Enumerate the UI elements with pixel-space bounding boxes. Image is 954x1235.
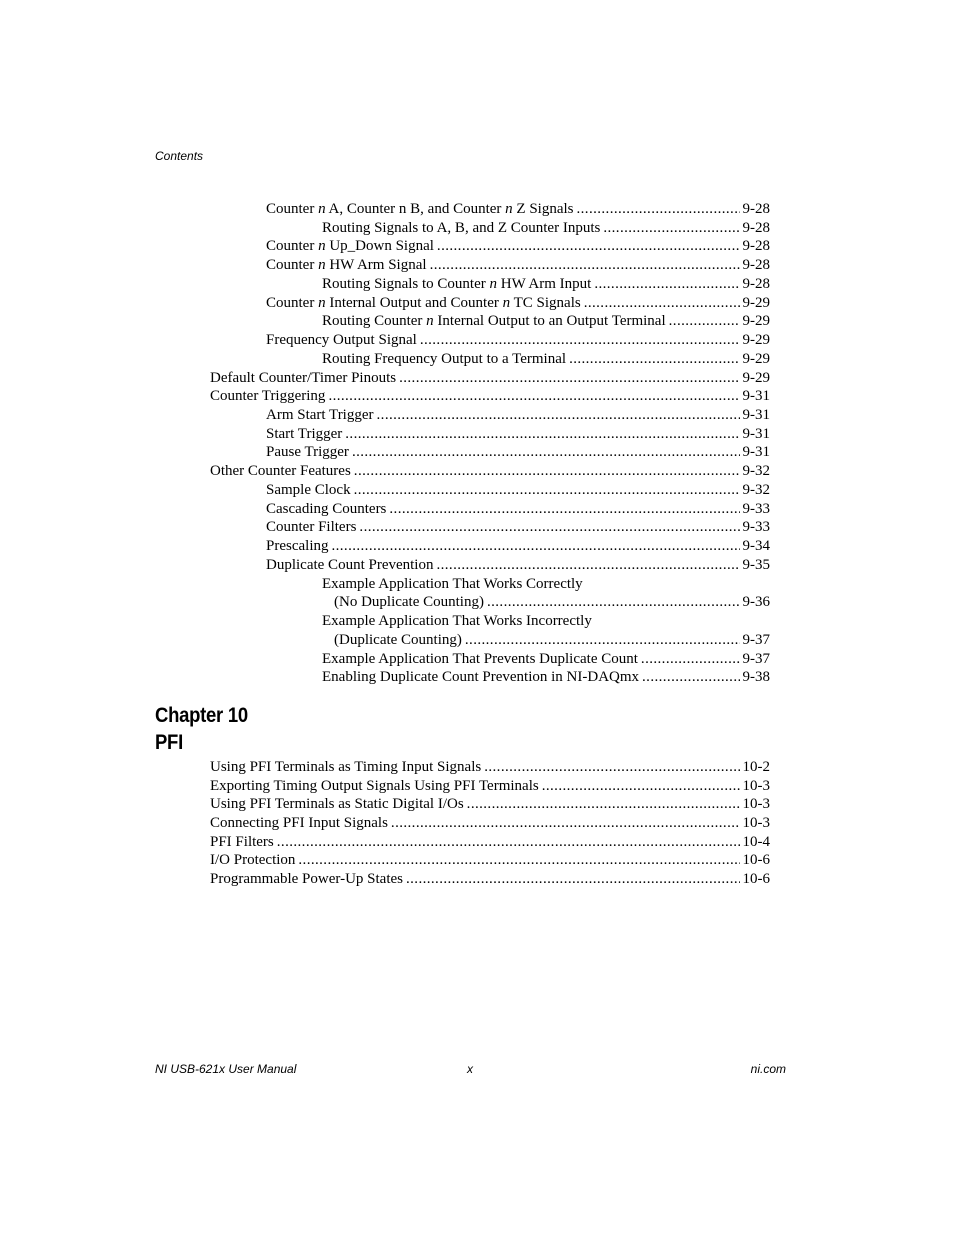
dot-leader [298, 851, 739, 870]
toc-entry-page: 10-6 [742, 852, 770, 869]
dot-leader [569, 350, 739, 369]
toc-entry[interactable] [266, 556, 770, 575]
toc-entry[interactable] [322, 612, 592, 631]
footer-website: ni.com [750, 1062, 786, 1076]
toc-entry[interactable] [210, 777, 770, 796]
toc-entry[interactable] [322, 275, 770, 294]
toc-entry-page: 9-33 [742, 500, 770, 517]
toc-entry-title: (No Duplicate Counting) [334, 594, 484, 611]
dot-leader [377, 406, 740, 425]
toc-entry[interactable] [322, 650, 770, 669]
toc-entry-title: Counter n HW Arm Signal [266, 257, 427, 274]
toc-entry-title: Default Counter/Timer Pinouts [210, 369, 397, 386]
toc-entry[interactable] [266, 406, 770, 425]
dot-leader [430, 256, 740, 275]
toc-entry[interactable] [210, 814, 770, 833]
toc-entry-page: 9-38 [742, 669, 770, 686]
toc-entry-title: Duplicate Count Prevention [266, 556, 434, 573]
toc-entry-page: 9-31 [742, 444, 770, 461]
toc-entry-title: Arm Start Trigger [266, 407, 374, 424]
toc-entry-page: 9-29 [742, 350, 770, 367]
dot-leader [331, 537, 739, 556]
toc-entry-title: Counter n A, Counter n B, and Counter n Z Signals [266, 201, 574, 217]
dot-leader [420, 331, 740, 350]
toc-entry-title: Frequency Output Signal [266, 332, 417, 349]
toc-entry-title: Pause Trigger [266, 444, 349, 461]
dot-leader [487, 593, 740, 612]
toc-entry[interactable] [266, 481, 770, 500]
toc-entry-title: Routing Signals to A, B, and Z Counter Inputs [322, 219, 601, 236]
dot-leader [354, 462, 740, 481]
toc-entry-title: Connecting PFI Input Signals [210, 814, 388, 831]
toc-entry-page: 9-32 [742, 463, 770, 480]
toc-entry[interactable] [266, 425, 770, 444]
toc-entry-title: Counter n Internal Output and Counter n TC Signals [266, 294, 581, 311]
toc-entry-title: Programmable Power-Up States [210, 870, 403, 887]
toc-entry[interactable] [266, 200, 770, 219]
toc-entry-page: 9-35 [742, 556, 770, 573]
dot-leader [391, 814, 740, 833]
toc-entry[interactable] [334, 631, 770, 650]
toc-entry[interactable] [266, 518, 770, 537]
toc-entry-title: Using PFI Terminals as Timing Input Signals [210, 759, 482, 775]
toc-entry-page: 10-3 [742, 777, 770, 794]
toc-entry[interactable] [210, 833, 770, 852]
toc-entry-page: 9-28 [742, 275, 770, 292]
toc-entry[interactable] [322, 575, 583, 594]
toc-entry-page: 9-36 [742, 594, 770, 611]
toc-entry-page: 9-28 [742, 257, 770, 274]
toc-entry-title: Start Trigger [266, 425, 343, 442]
toc-entry[interactable] [210, 369, 770, 388]
dot-leader [277, 833, 740, 852]
dot-leader [354, 481, 740, 500]
toc-entry[interactable] [210, 870, 770, 889]
toc-entry-title: Routing Signals to Counter n HW Arm Input [322, 275, 592, 292]
toc-entry[interactable] [266, 237, 770, 256]
toc-entry[interactable] [322, 312, 770, 331]
toc-entry[interactable] [322, 350, 770, 369]
dot-leader [465, 631, 740, 650]
dot-leader [584, 294, 740, 313]
toc-entry[interactable] [210, 758, 770, 777]
toc-entry-title: PFI Filters [210, 833, 274, 850]
toc-entry-page: 10-3 [742, 814, 770, 831]
toc-entry[interactable] [210, 387, 770, 406]
dot-leader [406, 870, 740, 889]
toc-entry-page: 9-29 [742, 332, 770, 349]
dot-leader [399, 369, 739, 388]
toc-entry-title: Example Application That Prevents Duplicate Count [322, 650, 638, 667]
toc-entry-title: Example Application That Works Incorrectly [322, 613, 592, 630]
toc-entry[interactable] [266, 443, 770, 462]
toc-entry-page: 9-37 [742, 650, 770, 667]
footer-page-number: x [467, 1062, 473, 1076]
chapter-title: PFI [155, 731, 183, 754]
toc-entry[interactable] [322, 219, 770, 238]
dot-leader [641, 650, 740, 669]
dot-leader [352, 443, 740, 462]
toc-entry-title: (Duplicate Counting) [334, 631, 462, 648]
dot-leader [642, 668, 739, 687]
dot-leader [345, 425, 739, 444]
toc-entry-page: 9-31 [742, 407, 770, 424]
toc-entry-page: 9-34 [742, 538, 770, 555]
dot-leader [359, 518, 739, 537]
toc-entry-page: 10-4 [742, 833, 770, 850]
toc-entry-title: Counter Triggering [210, 388, 326, 405]
toc-entry-title: Counter Filters [266, 519, 357, 536]
dot-leader [669, 312, 740, 331]
toc-entry-title: Exporting Timing Output Signals Using PFI Terminals [210, 777, 539, 794]
dot-leader [467, 795, 740, 814]
dot-leader [436, 556, 739, 575]
toc-entry-title: Sample Clock [266, 481, 351, 498]
toc-entry[interactable] [210, 851, 770, 870]
toc-entry-page: 9-29 [742, 369, 770, 386]
toc-entry-title: Other Counter Features [210, 463, 351, 480]
toc-entry-title: Using PFI Terminals as Static Digital I/Os [210, 796, 464, 813]
toc-entry-page: 9-28 [742, 219, 770, 236]
dot-leader [603, 219, 739, 238]
toc-entry[interactable] [334, 593, 770, 612]
toc-entry-page: 10-6 [742, 870, 770, 887]
toc-entry-title: Example Application That Works Correctly [322, 575, 583, 592]
toc-entry-page: 9-31 [742, 425, 770, 442]
dot-leader [542, 777, 740, 796]
chapter-number: Chapter 10 [155, 704, 248, 727]
toc-entry[interactable] [266, 537, 770, 556]
toc-entry-page: 9-28 [742, 201, 770, 217]
footer-manual-title: NI USB-621x User Manual [155, 1062, 297, 1076]
running-header: Contents [155, 149, 204, 163]
dot-leader [577, 200, 740, 219]
toc-entry-page: 9-29 [742, 294, 770, 311]
toc-entry-title: Enabling Duplicate Count Prevention in NI-DAQmx [322, 669, 640, 686]
dot-leader [484, 758, 739, 777]
toc-entry[interactable] [266, 500, 770, 519]
dot-leader [328, 387, 739, 406]
toc-entry-page: 9-33 [742, 519, 770, 536]
toc-entry-page: 10-2 [742, 759, 770, 775]
toc-entry-title: Prescaling [266, 538, 329, 555]
toc-entry[interactable] [210, 462, 770, 481]
toc-entry[interactable] [266, 331, 770, 350]
toc-entry-page: 9-32 [742, 481, 770, 498]
toc-entry-title: Counter n Up_Down Signal [266, 238, 434, 255]
toc-entry-page: 9-37 [742, 631, 770, 648]
toc-entry-page: 9-29 [742, 313, 770, 330]
toc-entry[interactable] [210, 795, 770, 814]
toc-entry[interactable] [266, 294, 770, 313]
dot-leader [594, 275, 739, 294]
toc-entry-title: Cascading Counters [266, 500, 387, 517]
toc-entry-page: 9-31 [742, 388, 770, 405]
dot-leader [437, 237, 740, 256]
toc-entry[interactable] [322, 668, 770, 687]
toc-entry-title: I/O Protection [210, 852, 296, 869]
toc-entry-page: 9-28 [742, 238, 770, 255]
toc-entry-page: 10-3 [742, 796, 770, 813]
toc-entry-title: Routing Frequency Output to a Terminal [322, 350, 567, 367]
dot-leader [389, 500, 739, 519]
toc-entry-title: Routing Counter n Internal Output to an Output Terminal [322, 313, 666, 330]
toc-entry[interactable] [266, 256, 770, 275]
